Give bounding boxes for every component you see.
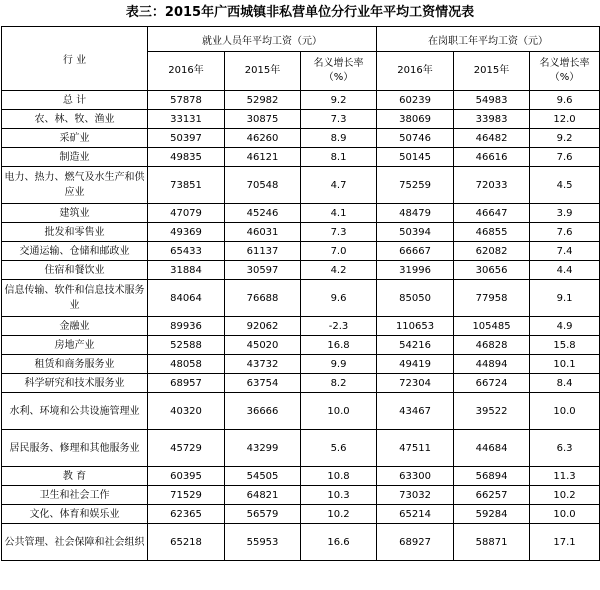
employed-growth-cell: 7.0 (301, 242, 377, 261)
onpost-2015-cell: 72033 (454, 167, 530, 204)
onpost-2015-cell: 46828 (454, 336, 530, 355)
onpost-growth-cell: 7.6 (530, 223, 600, 242)
onpost-2016-cell: 60239 (377, 91, 454, 110)
industry-cell: 交通运输、仓储和邮政业 (2, 242, 148, 261)
onpost-growth-cell: 3.9 (530, 204, 600, 223)
onpost-2015-cell: 30656 (454, 261, 530, 280)
onpost-2016-cell: 68927 (377, 524, 454, 561)
employed-2015-cell: 46260 (225, 129, 301, 148)
onpost-2016-header: 2016年 (377, 52, 454, 91)
onpost-2016-cell: 63300 (377, 467, 454, 486)
employed-growth-cell: 9.9 (301, 355, 377, 374)
industry-cell: 农、林、牧、渔业 (2, 110, 148, 129)
employed-2016-cell: 68957 (148, 374, 225, 393)
employed-2015-cell: 61137 (225, 242, 301, 261)
onpost-2015-header: 2015年 (454, 52, 530, 91)
onpost-2016-cell: 85050 (377, 280, 454, 317)
onpost-growth-cell: 10.2 (530, 486, 600, 505)
onpost-2015-cell: 46855 (454, 223, 530, 242)
industry-cell: 公共管理、社会保障和社会组织 (2, 524, 148, 561)
onpost-2016-cell: 50746 (377, 129, 454, 148)
employed-2016-cell: 73851 (148, 167, 225, 204)
onpost-growth-cell: 9.1 (530, 280, 600, 317)
onpost-2016-cell: 38069 (377, 110, 454, 129)
employed-2015-header: 2015年 (225, 52, 301, 91)
onpost-2016-cell: 73032 (377, 486, 454, 505)
table-row (2, 524, 600, 561)
employed-growth-cell: 8.2 (301, 374, 377, 393)
industry-cell: 金融业 (2, 317, 148, 336)
table-row (2, 355, 600, 374)
onpost-2016-cell: 50394 (377, 223, 454, 242)
table-row (2, 223, 600, 242)
employed-2015-cell: 54505 (225, 467, 301, 486)
table-title: 表三：2015年广西城镇非私营单位分行业年平均工资情况表 (125, 5, 475, 20)
employed-2016-cell: 71529 (148, 486, 225, 505)
onpost-2015-cell: 44684 (454, 430, 530, 467)
employed-2015-cell: 36666 (225, 393, 301, 430)
employed-2016-cell: 49835 (148, 148, 225, 167)
onpost-2016-cell: 72304 (377, 374, 454, 393)
onpost-growth-cell: 10.1 (530, 355, 600, 374)
employed-2016-header: 2016年 (148, 52, 225, 91)
employed-2015-cell: 76688 (225, 280, 301, 317)
onpost-2016-cell: 47511 (377, 430, 454, 467)
industry-cell: 水利、环境和公共设施管理业 (2, 393, 148, 430)
onpost-growth-cell: 11.3 (530, 467, 600, 486)
table-row (2, 430, 600, 467)
employed-growth-cell: 4.7 (301, 167, 377, 204)
table-row (2, 505, 600, 524)
employed-2016-cell: 84064 (148, 280, 225, 317)
employed-2015-cell: 64821 (225, 486, 301, 505)
employed-2015-cell: 63754 (225, 374, 301, 393)
employed-2016-cell: 31884 (148, 261, 225, 280)
onpost-2015-cell: 44894 (454, 355, 530, 374)
employed-2015-cell: 92062 (225, 317, 301, 336)
onpost-2015-cell: 105485 (454, 317, 530, 336)
onpost-2016-cell: 43467 (377, 393, 454, 430)
employed-2015-cell: 52982 (225, 91, 301, 110)
onpost-growth-cell: 12.0 (530, 110, 600, 129)
onpost-2016-cell: 50145 (377, 148, 454, 167)
employed-2016-cell: 65218 (148, 524, 225, 561)
table-row (2, 336, 600, 355)
employed-2016-cell: 33131 (148, 110, 225, 129)
onpost-2016-cell: 66667 (377, 242, 454, 261)
table-row (2, 204, 600, 223)
employed-growth-cell: -2.3 (301, 317, 377, 336)
employed-growth-cell: 10.0 (301, 393, 377, 430)
onpost-2015-cell: 46482 (454, 129, 530, 148)
onpost-2015-cell: 46616 (454, 148, 530, 167)
onpost-2016-cell: 65214 (377, 505, 454, 524)
onpost-2016-cell: 48479 (377, 204, 454, 223)
table-row (2, 317, 600, 336)
onpost-2016-cell: 49419 (377, 355, 454, 374)
onpost-2016-cell: 54216 (377, 336, 454, 355)
onpost-group-header: 在岗职工年平均工资（元） (377, 27, 600, 52)
employed-2016-cell: 50397 (148, 129, 225, 148)
employed-2015-cell: 55953 (225, 524, 301, 561)
onpost-2015-cell: 33983 (454, 110, 530, 129)
onpost-2016-cell: 110653 (377, 317, 454, 336)
employed-growth-cell: 8.9 (301, 129, 377, 148)
table-row (2, 148, 600, 167)
onpost-2015-cell: 66257 (454, 486, 530, 505)
onpost-growth-cell: 10.0 (530, 393, 600, 430)
wage-table (1, 26, 600, 561)
employed-growth-cell: 7.3 (301, 223, 377, 242)
employed-2016-cell: 40320 (148, 393, 225, 430)
table-row (2, 91, 600, 110)
onpost-growth-cell: 7.4 (530, 242, 600, 261)
employed-2016-cell: 47079 (148, 204, 225, 223)
industry-cell: 文化、体育和娱乐业 (2, 505, 148, 524)
employed-2015-cell: 46121 (225, 148, 301, 167)
employed-2016-cell: 57878 (148, 91, 225, 110)
employed-2015-cell: 43732 (225, 355, 301, 374)
onpost-growth-cell: 9.2 (530, 129, 600, 148)
industry-cell: 科学研究和技术服务业 (2, 374, 148, 393)
employed-2016-cell: 60395 (148, 467, 225, 486)
employed-2015-cell: 30597 (225, 261, 301, 280)
employed-2015-cell: 70548 (225, 167, 301, 204)
table-row (2, 129, 600, 148)
onpost-growth-cell: 6.3 (530, 430, 600, 467)
industry-cell: 制造业 (2, 148, 148, 167)
industry-cell: 房地产业 (2, 336, 148, 355)
table-row (2, 467, 600, 486)
employed-2015-cell: 46031 (225, 223, 301, 242)
employed-growth-cell: 5.6 (301, 430, 377, 467)
employed-2016-cell: 65433 (148, 242, 225, 261)
onpost-2015-cell: 62082 (454, 242, 530, 261)
employed-growth-cell: 10.8 (301, 467, 377, 486)
table-row (2, 374, 600, 393)
employed-growth-cell: 16.8 (301, 336, 377, 355)
industry-cell: 电力、热力、燃气及水生产和供应业 (2, 167, 148, 204)
employed-growth-cell: 4.1 (301, 204, 377, 223)
onpost-growth-cell: 10.0 (530, 505, 600, 524)
industry-cell: 教 育 (2, 467, 148, 486)
onpost-growth-cell: 4.9 (530, 317, 600, 336)
employed-growth-cell: 7.3 (301, 110, 377, 129)
onpost-growth-cell: 15.8 (530, 336, 600, 355)
employed-growth-cell: 4.2 (301, 261, 377, 280)
employed-2016-cell: 49369 (148, 223, 225, 242)
employed-2015-cell: 45020 (225, 336, 301, 355)
employed-2016-cell: 52588 (148, 336, 225, 355)
table-row (2, 486, 600, 505)
employed-growth-cell: 10.3 (301, 486, 377, 505)
onpost-growth-cell: 4.4 (530, 261, 600, 280)
table-row (2, 167, 600, 204)
onpost-2016-cell: 75259 (377, 167, 454, 204)
employed-growth-cell: 10.2 (301, 505, 377, 524)
industry-cell: 住宿和餐饮业 (2, 261, 148, 280)
onpost-growth-cell: 17.1 (530, 524, 600, 561)
onpost-2015-cell: 54983 (454, 91, 530, 110)
industry-cell: 租赁和商务服务业 (2, 355, 148, 374)
onpost-2016-cell: 31996 (377, 261, 454, 280)
employed-2016-cell: 62365 (148, 505, 225, 524)
table-row (2, 110, 600, 129)
onpost-growth-cell: 8.4 (530, 374, 600, 393)
onpost-2015-cell: 58871 (454, 524, 530, 561)
employed-growth-header: 名义增长率（%） (301, 52, 377, 91)
onpost-2015-cell: 77958 (454, 280, 530, 317)
employed-2015-cell: 43299 (225, 430, 301, 467)
employed-growth-cell: 9.2 (301, 91, 377, 110)
industry-cell: 信息传输、软件和信息技术服务业 (2, 280, 148, 317)
employed-growth-cell: 8.1 (301, 148, 377, 167)
employed-2016-cell: 45729 (148, 430, 225, 467)
onpost-growth-cell: 4.5 (530, 167, 600, 204)
table-row (2, 242, 600, 261)
employed-2016-cell: 89936 (148, 317, 225, 336)
employed-2015-cell: 45246 (225, 204, 301, 223)
employed-growth-cell: 16.6 (301, 524, 377, 561)
onpost-growth-cell: 9.6 (530, 91, 600, 110)
industry-header: 行 业 (2, 27, 148, 91)
industry-cell: 采矿业 (2, 129, 148, 148)
industry-cell: 总 计 (2, 91, 148, 110)
employed-2016-cell: 48058 (148, 355, 225, 374)
table-row (2, 280, 600, 317)
onpost-2015-cell: 46647 (454, 204, 530, 223)
table-row (2, 261, 600, 280)
industry-cell: 居民服务、修理和其他服务业 (2, 430, 148, 467)
employed-2015-cell: 30875 (225, 110, 301, 129)
table-row (2, 393, 600, 430)
onpost-2015-cell: 59284 (454, 505, 530, 524)
industry-cell: 建筑业 (2, 204, 148, 223)
onpost-growth-cell: 7.6 (530, 148, 600, 167)
onpost-2015-cell: 66724 (454, 374, 530, 393)
employed-growth-cell: 9.6 (301, 280, 377, 317)
employed-2015-cell: 56579 (225, 505, 301, 524)
industry-cell: 卫生和社会工作 (2, 486, 148, 505)
industry-cell: 批发和零售业 (2, 223, 148, 242)
onpost-2015-cell: 56894 (454, 467, 530, 486)
employed-group-header: 就业人员年平均工资（元） (148, 27, 377, 52)
onpost-growth-header: 名义增长率（%） (530, 52, 600, 91)
onpost-2015-cell: 39522 (454, 393, 530, 430)
